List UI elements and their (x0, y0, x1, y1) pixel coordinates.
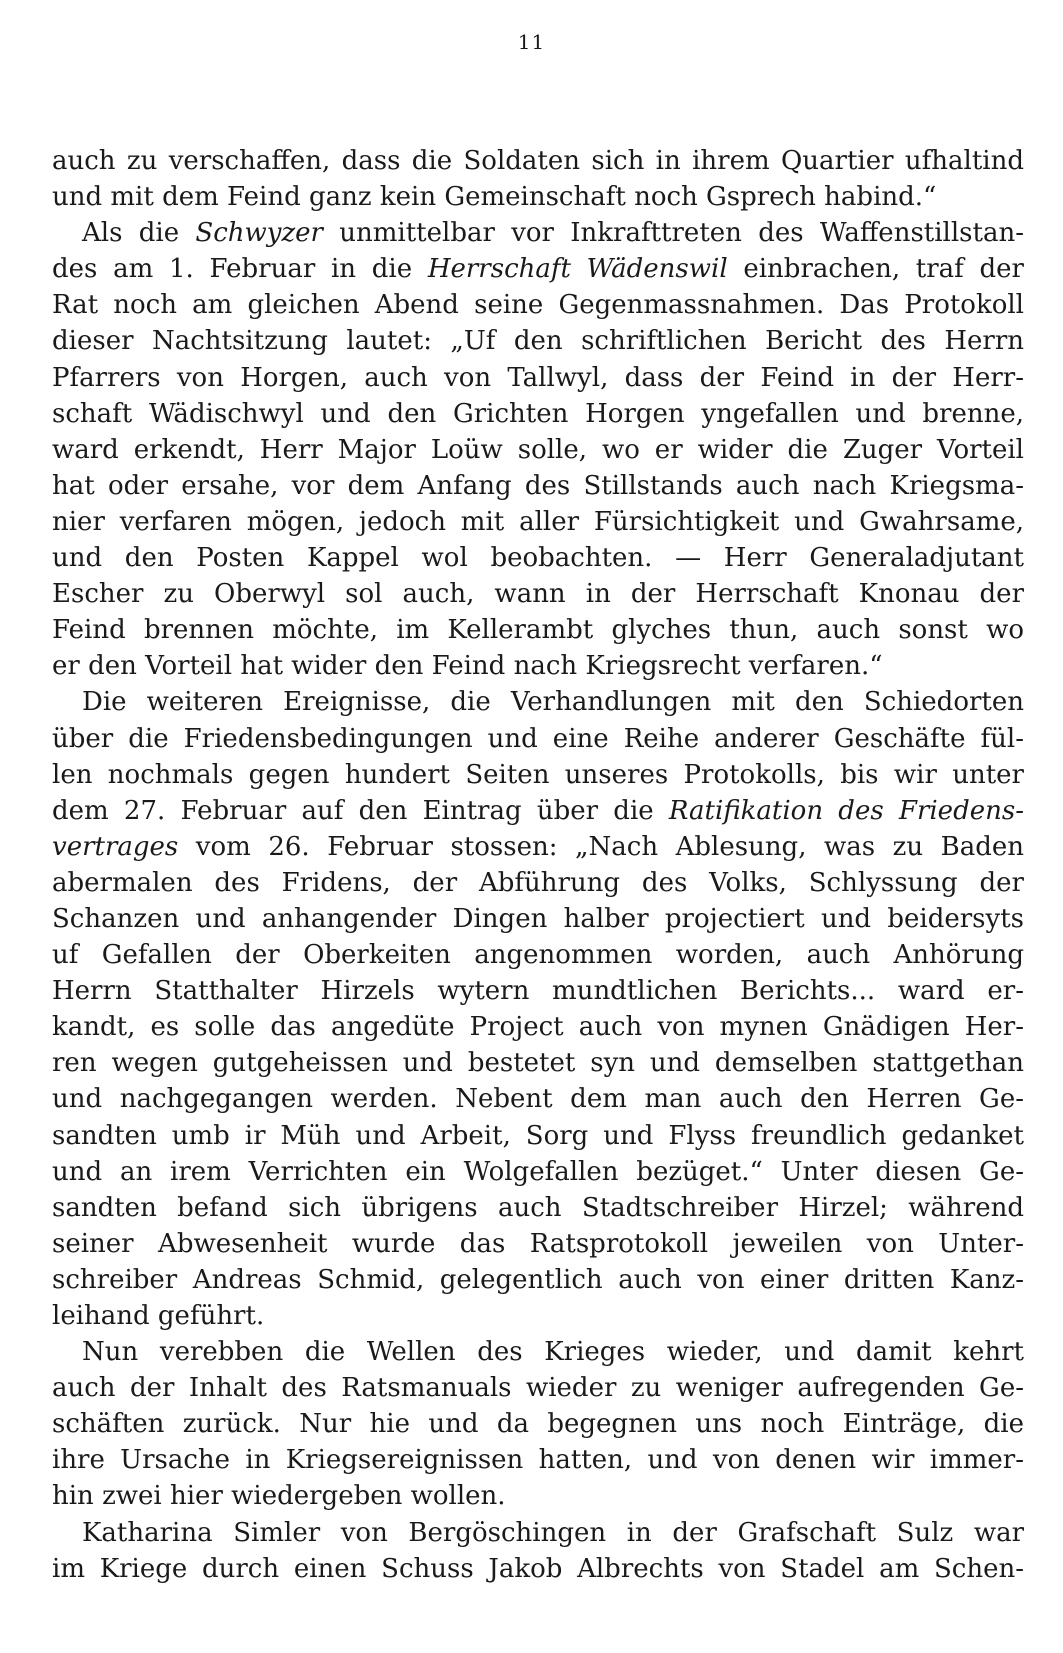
text-line (52, 1190, 1024, 1226)
text-line (52, 1154, 1024, 1190)
text-segment: ren wegen gutgeheissen und bestetet syn und demselben stattgethan (52, 1048, 1024, 1079)
text-segment: uf Gefallen der Oberkeiten angenommen worden, auch Anhörung (52, 940, 1024, 971)
text-segment: hin zwei hier wiedergeben wollen. (52, 1481, 506, 1512)
text-segment: vom 26. Februar stossen: „Nach Ablesung, was zu Baden (178, 831, 1024, 862)
text-line (52, 1442, 1024, 1478)
italic-text: Ratifikation des Friedens- (668, 795, 1024, 826)
text-line (52, 540, 1024, 576)
text-segment: Die weiteren Ereignisse, die Verhandlungen mit den Schiedorten (82, 687, 1024, 718)
text-segment: seiner Abwesenheit wurde das Ratsprotokoll jeweilen von Unter- (52, 1228, 1024, 1259)
text-segment: auch der Inhalt des Ratsmanuals wieder zu weniger aufregenden Ge- (52, 1373, 1024, 1404)
text-line (52, 1009, 1024, 1045)
text-segment: im Kriege durch einen Schuss Jakob Albrechts von Stadel am Schen- (52, 1553, 1024, 1584)
text-line (52, 829, 1024, 865)
text-segment: er den Vorteil hat wider den Feind nach Kriegsrecht verfaren.“ (52, 651, 883, 682)
text-segment: und an irem Verrichten ein Wolgefallen bezüget.“ Unter diesen Ge- (52, 1156, 1024, 1187)
text-line (52, 757, 1024, 793)
text-segment: Feind brennen möchte, im Kellerambt glyches thun, auch sonst wo (52, 615, 1024, 646)
text-line (52, 360, 1024, 396)
text-segment: einbrachen, traf der (727, 254, 1024, 285)
text-line (52, 143, 1024, 179)
text-segment: Als die (82, 218, 196, 249)
text-line (52, 648, 1024, 684)
text-segment: und nachgegangen werden. Nebent dem man auch den Herren Ge- (52, 1084, 1024, 1115)
text-line (52, 721, 1024, 757)
text-line (52, 937, 1024, 973)
text-line (52, 1118, 1024, 1154)
text-line (52, 1478, 1024, 1514)
text-segment: dieser Nachtsitzung lautet: „Uf den schriftlichen Bericht des Herrn (52, 326, 1024, 357)
text-line (52, 576, 1024, 612)
text-segment: und mit dem Feind ganz kein Gemeinschaft noch Gsprech habind.“ (52, 182, 937, 213)
italic-text: vertrages (52, 831, 179, 862)
body-text (52, 143, 1024, 1587)
text-segment: Escher zu Oberwyl sol auch, wann in der Herrschaft Knonau der (52, 579, 1024, 610)
text-line (52, 1262, 1024, 1298)
text-line (52, 468, 1024, 504)
text-segment: ihre Ursache in Kriegsereignissen hatten, und von denen wir immer- (52, 1445, 1024, 1476)
text-line (52, 1226, 1024, 1262)
italic-text: Herrschaft Wädenswil (427, 254, 728, 285)
text-segment: und den Posten Kappel wol beobachten. — Herr Generaladjutant (52, 543, 1024, 574)
text-segment: schreiber Andreas Schmid, gelegentlich auch von einer dritten Kanz- (52, 1264, 1024, 1295)
text-line (52, 793, 1024, 829)
text-line (52, 1515, 1024, 1551)
text-segment: kandt, es solle das angedüte Project auch von mynen Gnädigen Her- (52, 1012, 1024, 1043)
text-line (52, 251, 1024, 287)
text-line (52, 1334, 1024, 1370)
text-segment: dem 27. Februar auf den Eintrag über die (52, 795, 669, 826)
text-segment: abermalen des Fridens, der Abführung des Volks, Schlyssung der (52, 867, 1024, 898)
text-segment: über die Friedensbedingungen und eine Reihe anderer Geschäfte fül- (52, 723, 1024, 754)
text-line (52, 1298, 1024, 1334)
text-line (52, 396, 1024, 432)
text-line (52, 179, 1024, 215)
italic-text: Schwyzer (195, 218, 323, 249)
text-segment: ward erkendt, Herr Major Loüw solle, wo er wider die Zuger Vorteil (52, 434, 1024, 465)
page-number: 11 (517, 30, 546, 54)
text-segment: leihand geführt. (52, 1301, 265, 1331)
text-segment: auch zu verschaffen, dass die Soldaten sich in ihrem Quartier ufhaltind (52, 146, 1024, 176)
text-segment: Schanzen und anhangender Dingen halber projectiert und beidersyts (52, 903, 1024, 934)
text-segment: Herrn Statthalter Hirzels wytern mundtlichen Berichts... ward er- (52, 976, 1024, 1007)
text-line (52, 1045, 1024, 1081)
text-line (52, 865, 1024, 901)
text-line (52, 1551, 1024, 1587)
text-line (52, 504, 1024, 540)
text-segment: unmittelbar vor Inkrafttreten des Waffenstillstan- (322, 218, 1024, 249)
text-segment: Katharina Simler von Bergöschingen in der Grafschaft Sulz war (82, 1517, 1024, 1548)
text-segment: schaft Wädischwyl und den Grichten Horgen yngefallen und brenne, (52, 398, 1024, 429)
text-segment: sandten befand sich übrigens auch Stadtschreiber Hirzel; während (52, 1192, 1024, 1223)
text-segment: Rat noch am gleichen Abend seine Gegenmassnahmen. Das Protokoll (52, 290, 1024, 321)
text-segment: nier verfaren mögen, jedoch mit aller Fürsichtigkeit und Gwahrsame, (52, 506, 1024, 537)
text-line (52, 1370, 1024, 1406)
text-segment: des am 1. Februar in die (52, 254, 428, 285)
text-segment: sandten umb ir Müh und Arbeit, Sorg und Flyss freundlich gedanket (52, 1120, 1024, 1151)
text-segment: Pfarrers von Horgen, auch von Tallwyl, dass der Feind in der Herr- (52, 362, 1024, 393)
text-line (52, 432, 1024, 468)
text-segment: len nochmals gegen hundert Seiten unseres Protokolls, bis wir unter (52, 759, 1024, 790)
text-line (52, 612, 1024, 648)
text-line (52, 323, 1024, 359)
text-line (52, 1406, 1024, 1442)
text-line (52, 901, 1024, 937)
text-line (52, 973, 1024, 1009)
text-segment: Nun verebben die Wellen des Krieges wieder, und damit kehrt (82, 1337, 1024, 1368)
text-segment: hat oder ersahe, vor dem Anfang des Stillstands auch nach Kriegsma- (52, 470, 1024, 501)
text-line (52, 287, 1024, 323)
text-line (52, 215, 1024, 251)
text-segment: schäften zurück. Nur hie und da begegnen uns noch Einträge, die (52, 1409, 1024, 1440)
text-line (52, 1081, 1024, 1117)
text-line (52, 684, 1024, 720)
